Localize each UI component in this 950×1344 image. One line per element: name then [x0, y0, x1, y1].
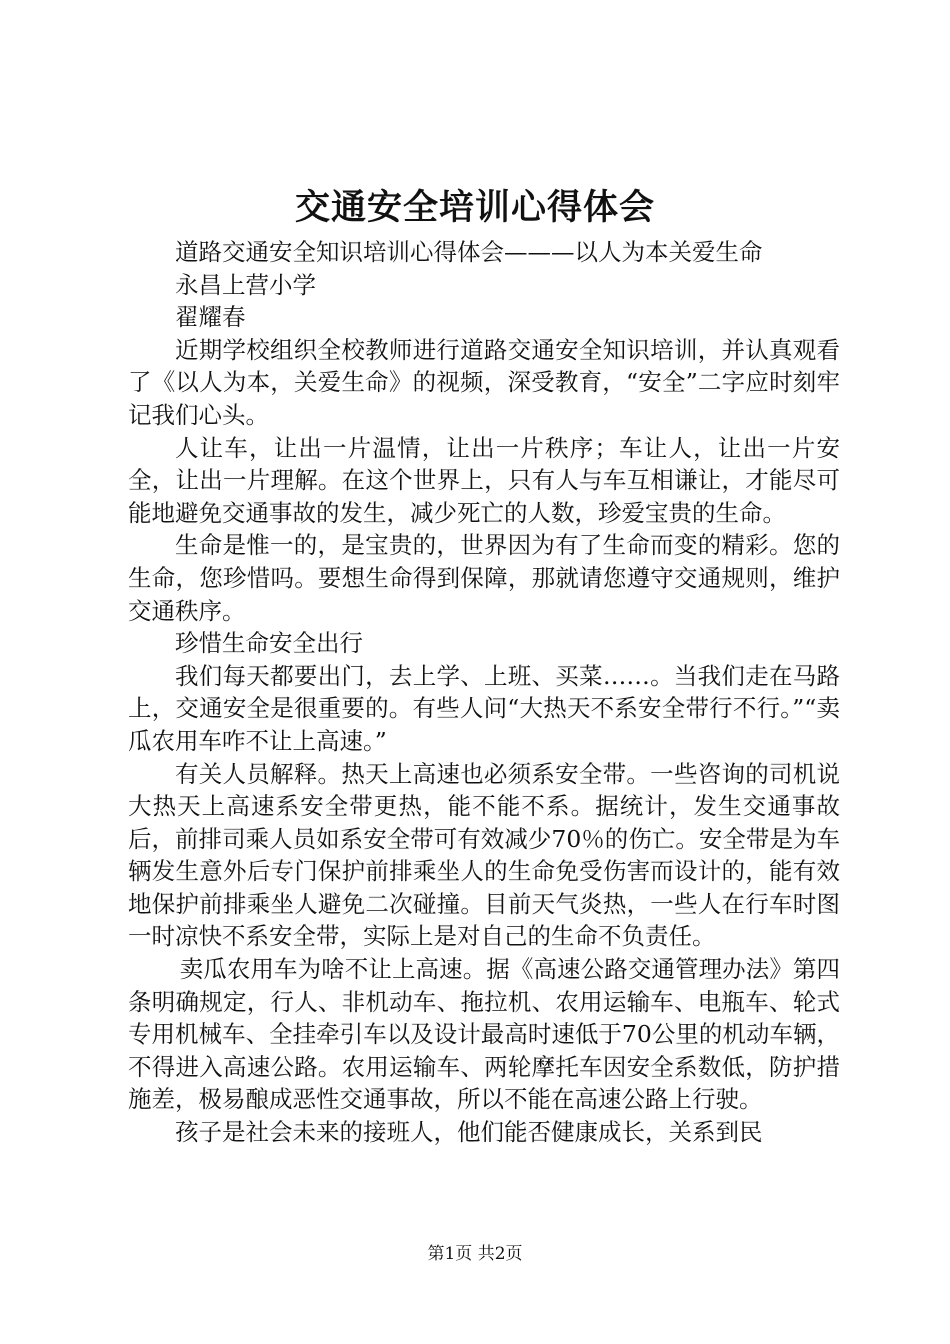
subtitle-paragraph: 道路交通安全知识培训心得体会———以人为本关爱生命 — [175, 238, 763, 266]
body-paragraph: 有关人员解释。热天上高速也必须系安全带。一些咨询的司机说大热天上高速系安全带更热，能不能不系。据统计，发生交通事故后，前排司乘人员如系安全带可有效减少70％的伤亡。安全带是为车辆发生意外后专门保护前排乘坐人的生命免受伤害而设计的，能有效地保护前排乘坐人避免二次碰撞。目前天气炎热，一些人在行车时图一时凉快不系安全带，实际上是对自己的生命不负责任。 — [128, 759, 840, 951]
body-paragraph: 卖瓜农用车为啥不让上高速。据《高速公路交通管理办法》第四条明确规定，行人、非机动车、拖拉机、农用运输车、电瓶车、轮式专用机械车、全挂牵引车以及设计最高时速低于70公里的机动车辆，不得进入高速公路。农用运输车、两轮摩托车因安全系数低，防护措施差，极易酿成恶性交通事故，所以不能在高速公路上行驶。 — [128, 955, 840, 1114]
body-paragraph: 生命是惟一的，是宝贵的，世界因为有了生命而变的精彩。您的生命，您珍惜吗。要想生命得到保障，那就请您遵守交通规则，维护交通秩序。 — [128, 531, 840, 625]
school-name: 永昌上营小学 — [175, 270, 316, 299]
document-title: 交通安全培训心得体会 — [294, 187, 655, 228]
body-paragraph: 孩子是社会未来的接班人，他们能否健康成长，关系到民 — [175, 1118, 763, 1147]
document-body — [128, 236, 840, 1149]
page-footer: 第1页 共2页 — [427, 1244, 523, 1264]
author-name: 翟耀春 — [175, 303, 246, 332]
body-paragraph: 近期学校组织全校教师进行道路交通安全知识培训，并认真观看了《以人为本，关爱生命》的视频，深受教育，“安全”二字应时刻牢记我们心头。 — [128, 335, 840, 429]
section-heading: 珍惜生命安全出行 — [175, 629, 363, 658]
body-paragraph: 人让车，让出一片温情，让出一片秩序；车让人，让出一片安全，让出一片理解。在这个世界上，只有人与车互相谦让，才能尽可能地避免交通事故的发生，减少死亡的人数，珍爱宝贵的生命。 — [128, 433, 840, 527]
body-paragraph: 我们每天都要出门，去上学、上班、买菜……。当我们走在马路上，交通安全是很重要的。有些人问“大热天不系安全带行不行。”“卖瓜农用车咋不让上高速。” — [128, 661, 840, 755]
